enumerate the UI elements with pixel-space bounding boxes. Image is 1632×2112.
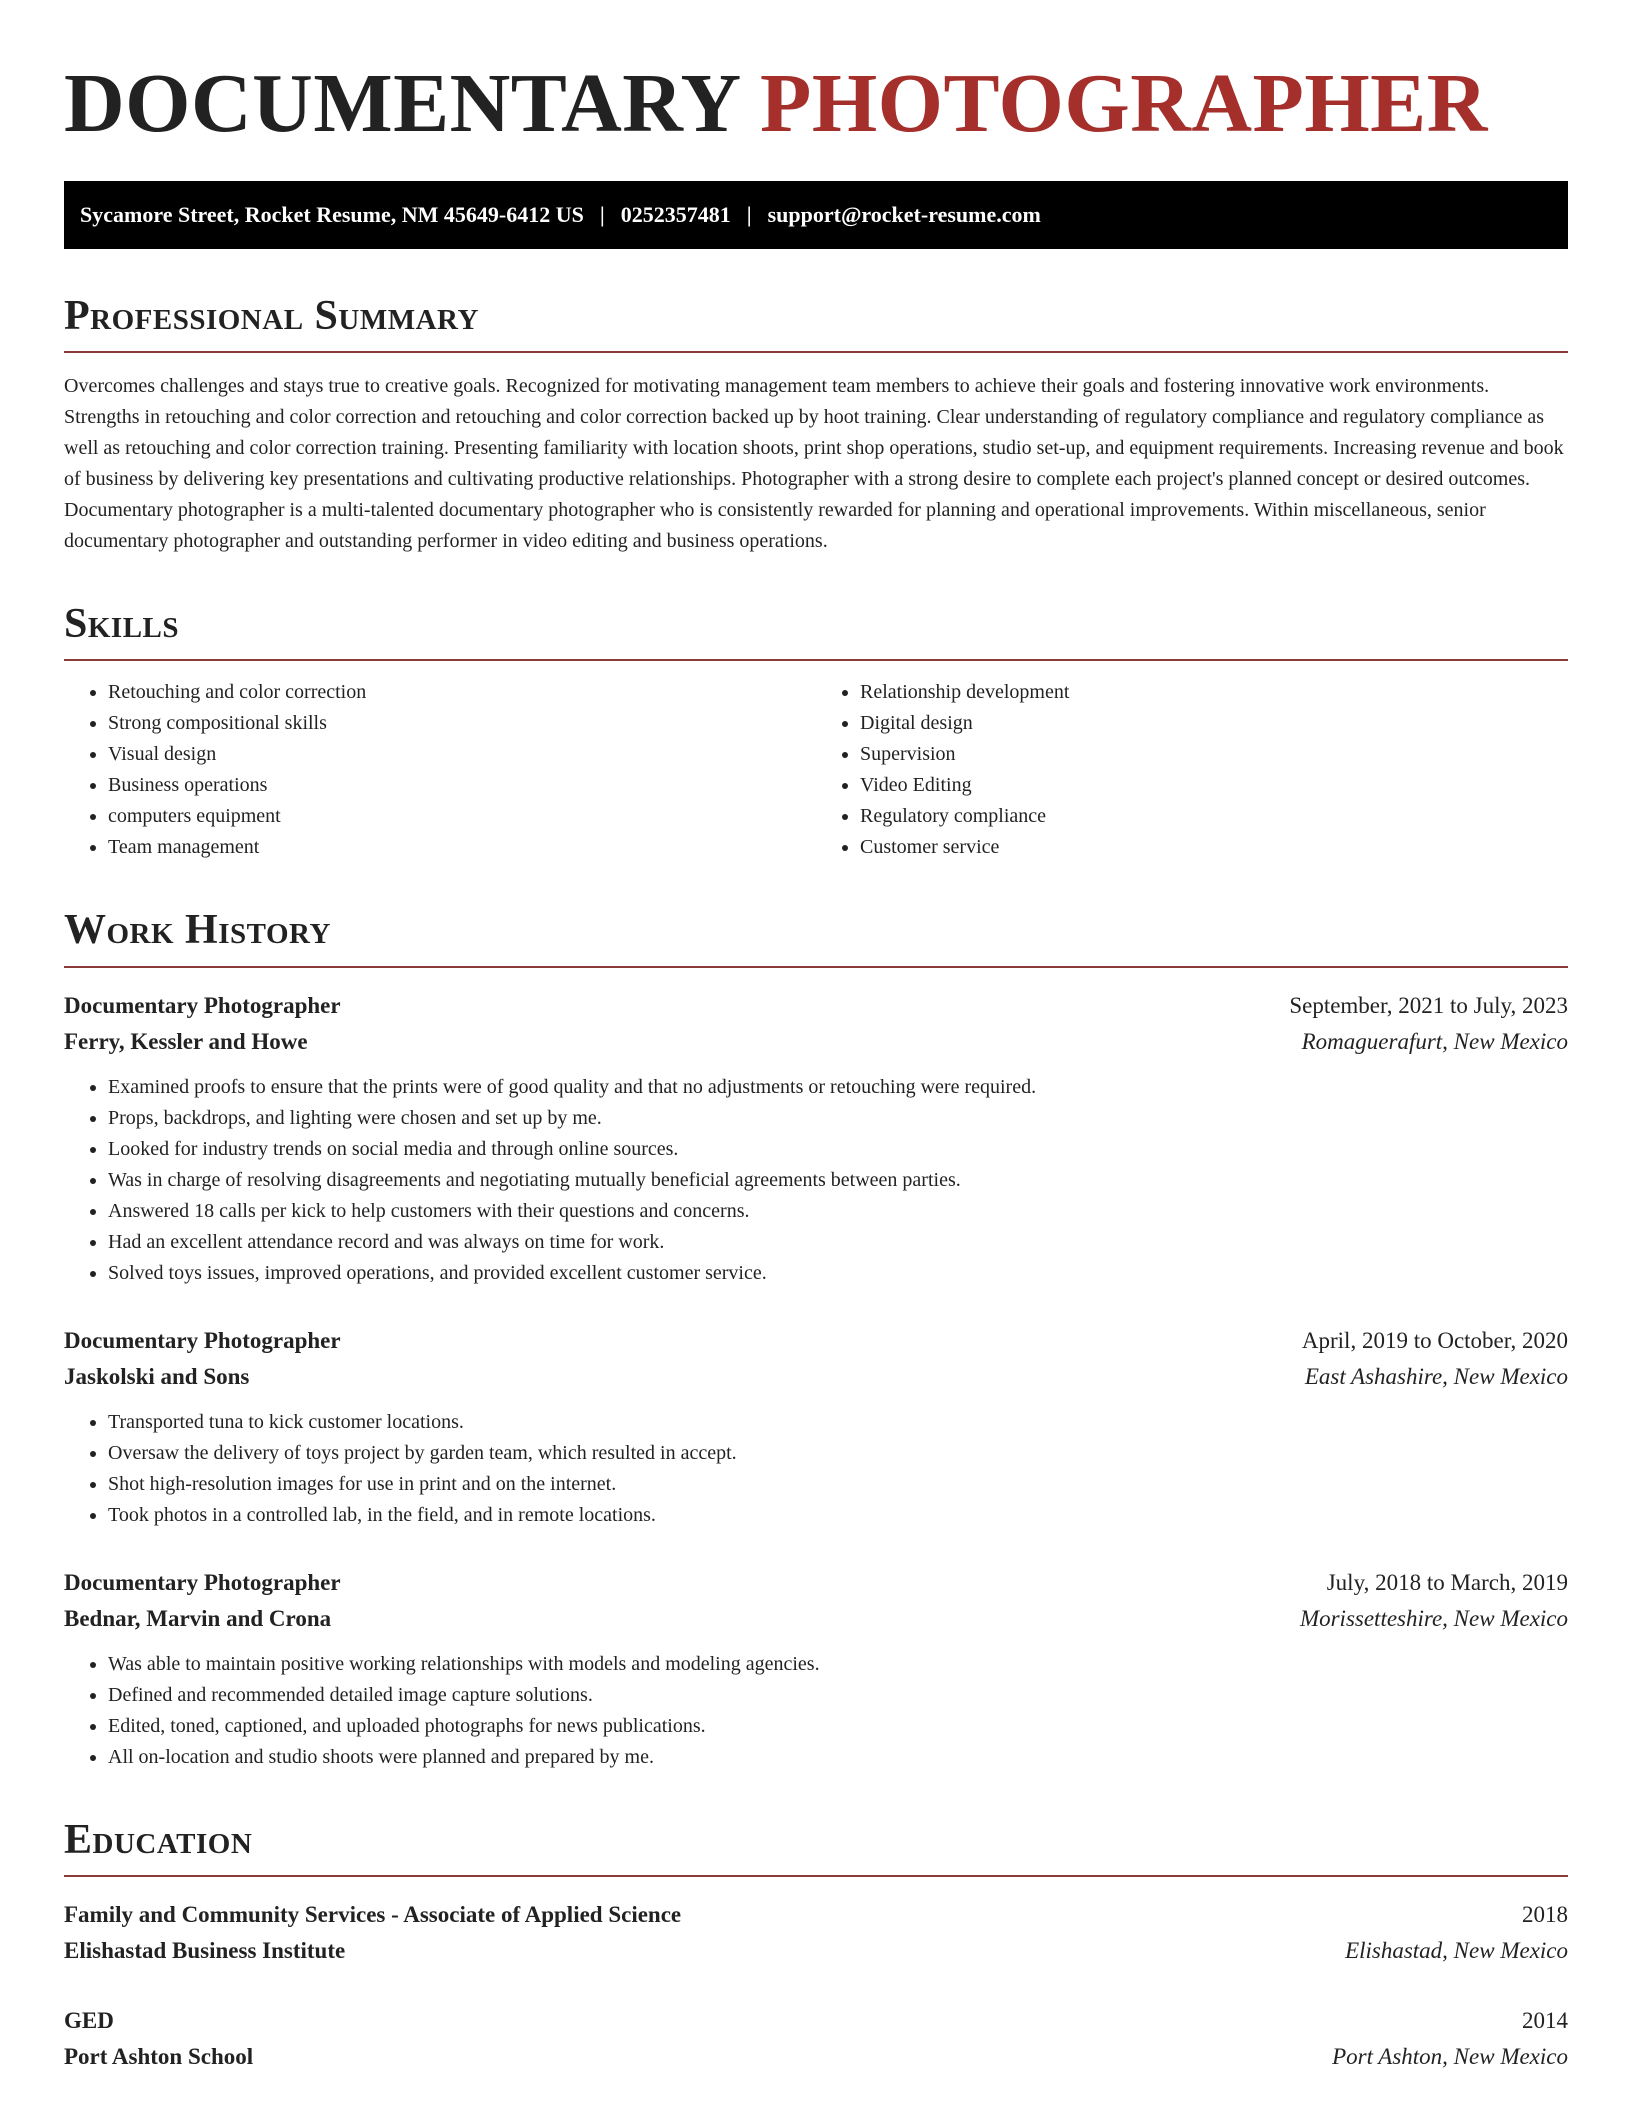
skill-item: • Regulatory compliance — [860, 801, 1568, 832]
job-title: Documentary Photographer — [64, 992, 341, 1018]
education-school: Elishastad Business Institute — [64, 1938, 346, 1964]
job-title: Documentary Photographer — [64, 1569, 341, 1595]
work-history-heading: Work History — [64, 907, 331, 954]
section-divider — [64, 351, 1568, 353]
skill-item: • Visual design — [108, 739, 816, 770]
job-location: East Ashashire, New Mexico — [1304, 1363, 1568, 1389]
job-bullet: • Examined proofs to ensure that the prints were of good quality and that no adjustments or retouching were required. — [108, 1072, 1568, 1103]
work-history-section — [64, 905, 1568, 1772]
contact-phone: 0252357481 — [620, 201, 731, 227]
job-entry — [64, 1323, 1568, 1531]
contact-separator: | — [599, 201, 605, 227]
education-location: Elishastad, New Mexico — [1345, 1938, 1568, 1964]
job-company: Ferry, Kessler and Howe — [64, 1028, 308, 1054]
job-dates: April, 2019 to October, 2020 — [1301, 1327, 1568, 1353]
job-company: Bednar, Marvin and Crona — [64, 1605, 332, 1631]
job-bullets — [64, 1407, 1568, 1531]
education-entry — [64, 1897, 1568, 1969]
job-bullet: • Transported tuna to kick customer locations. — [108, 1407, 1568, 1438]
skill-item: • Digital design — [860, 708, 1568, 739]
job-bullet: • Was able to maintain positive working relationships with models and modeling agencies. — [108, 1649, 1568, 1680]
job-title: Documentary Photographer — [64, 1327, 341, 1353]
section-divider — [64, 1875, 1568, 1877]
job-location: Morissetteshire, New Mexico — [1299, 1605, 1568, 1631]
skills-list-left — [64, 677, 816, 863]
education-school: Port Ashton School — [64, 2044, 254, 2070]
skill-item: • computers equipment — [108, 801, 816, 832]
summary-heading: Professional Summary — [64, 292, 479, 339]
skill-item: • Customer service — [860, 832, 1568, 863]
education-section — [64, 1815, 1568, 2075]
resume-title — [64, 56, 1568, 153]
skill-item: • Relationship development — [860, 677, 1568, 708]
section-divider — [64, 659, 1568, 661]
contact-separator: | — [746, 201, 752, 227]
job-bullets — [64, 1072, 1568, 1289]
job-dates: July, 2018 to March, 2019 — [1326, 1569, 1568, 1595]
job-dates: September, 2021 to July, 2023 — [1289, 992, 1568, 1018]
job-bullets — [64, 1649, 1568, 1773]
job-bullet: • Props, backdrops, and lighting were chosen and set up by me. — [108, 1103, 1568, 1134]
section-divider — [64, 966, 1568, 968]
job-bullet: • Solved toys issues, improved operations, and provided excellent customer service. — [108, 1258, 1568, 1289]
job-bullet: • Answered 18 calls per kick to help customers with their questions and concerns. — [108, 1196, 1568, 1227]
job-bullet: • All on-location and studio shoots were planned and prepared by me. — [108, 1742, 1568, 1773]
skill-item: • Video Editing — [860, 770, 1568, 801]
title-second-word: PHOTOGRAPHER — [760, 57, 1488, 150]
summary-text: Overcomes challenges and stays true to creative goals. Recognized for motivating management team members to achieve their goals and fostering innovative work environments. Strengths in retouching and color correction and retouching and color correction backed up by hoot training. Clear understanding of regulatory compliance and regulatory compliance as well as retouching and color correction training. Presenting familiarity with location shoots, print shop operations, studio set-up, and equipment requirements. Increasing revenue and book of business by delivering key presentations and cultivating productive relationships. Photographer with a strong desire to complete each project's planned concept or desired outcomes. Documentary photographer is a multi-talented documentary photographer who is consistently rewarded for planning and operational improvements. Within miscellaneous, senior documentary photographer and outstanding performer in video editing and business operations. — [64, 374, 1564, 552]
education-degree: GED — [64, 2008, 114, 2034]
education-entry — [64, 2003, 1568, 2075]
skill-item: • Team management — [108, 832, 816, 863]
job-bullet: • Was in charge of resolving disagreements and negotiating mutually beneficial agreements between parties. — [108, 1165, 1568, 1196]
skill-item: • Business operations — [108, 770, 816, 801]
title-first-word: DOCUMENTARY — [64, 57, 739, 150]
job-bullet: • Oversaw the delivery of toys project by garden team, which resulted in accept. — [108, 1438, 1568, 1469]
job-company: Jaskolski and Sons — [64, 1363, 250, 1389]
job-bullet: • Looked for industry trends on social media and through online sources. — [108, 1134, 1568, 1165]
education-location: Port Ashton, New Mexico — [1332, 2044, 1568, 2070]
skill-item: • Retouching and color correction — [108, 677, 816, 708]
contact-bar — [64, 181, 1568, 249]
contact-email[interactable]: support@rocket-resume.com — [767, 201, 1041, 227]
education-year: 2018 — [1522, 1902, 1568, 1928]
skills-list-right — [816, 677, 1568, 863]
job-bullet: • Took photos in a controlled lab, in the field, and in remote locations. — [108, 1500, 1568, 1531]
skills-columns — [64, 677, 1568, 863]
job-bullet: • Had an excellent attendance record and was always on time for work. — [108, 1227, 1568, 1258]
education-heading: Education — [64, 1816, 253, 1863]
job-entry — [64, 988, 1568, 1289]
job-entry — [64, 1565, 1568, 1773]
job-location: Romaguerafurt, New Mexico — [1301, 1028, 1568, 1054]
skill-item: • Supervision — [860, 739, 1568, 770]
job-bullet: • Edited, toned, captioned, and uploaded photographs for news publications. — [108, 1711, 1568, 1742]
skills-heading: Skills — [64, 600, 180, 647]
skill-item: • Strong compositional skills — [108, 708, 816, 739]
education-year: 2014 — [1522, 2008, 1568, 2034]
education-degree: Family and Community Services - Associate of Applied Science — [64, 1902, 682, 1928]
skills-section — [64, 599, 1568, 863]
job-bullet: • Defined and recommended detailed image capture solutions. — [108, 1680, 1568, 1711]
job-bullet: • Shot high-resolution images for use in print and on the internet. — [108, 1469, 1568, 1500]
summary-section — [64, 291, 1568, 557]
contact-address: Sycamore Street, Rocket Resume, NM 45649-6412 US — [80, 201, 584, 227]
